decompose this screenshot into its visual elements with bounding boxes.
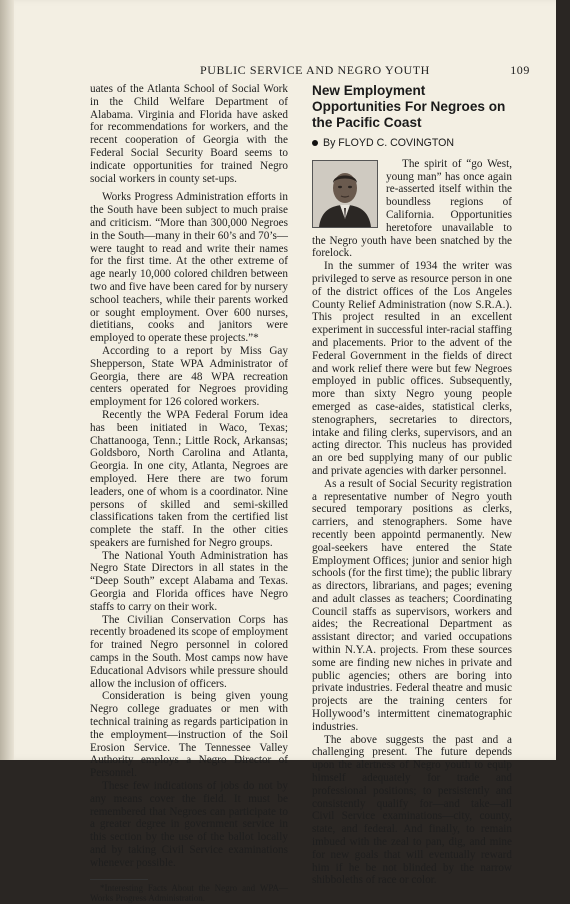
author-name: By FLOYD C. COVINGTON <box>323 137 455 149</box>
paragraph: Recently the WPA Federal Forum idea has been initiated in Waco, Texas; Chattanooga, Tenn.; Little Rock, Arkansas; Goldsboro, North Carolina and Atlanta, Georgia. In one city, Atlanta, Negroes are employed. Here there are two forum leaders, one of whom is a coordinator. Nine persons of skilled and semi-skilled classifications taken from the certified list complete the staff. In the other cities speakers are furnished for Negro groups. <box>90 408 288 549</box>
paragraph: The Civilian Conservation Corps has recently broadened its scope of employment for trained Negro personnel in colored camps in the South. Most camps now have Educational Advisors while pressure should allow the inclusion of officers. <box>90 613 288 690</box>
paragraph: Works Progress Administration efforts in the South have been subject to much praise and criticism. “More than 300,000 Negroes in the South—many in their 60’s and 70’s—were taught to read and write their names for the first time. At the other extreme of age nearly 10,000 colored children between two and five have been cared for by nursery school teachers, while their parents worked or sought employment. Over 600 nurses, dietitians, cooks and janitors were employed to operate these projects.”* <box>90 191 288 345</box>
portrait-image <box>313 161 377 227</box>
paragraph: The National Youth Administration has Negro State Directors in all states in the “Deep South” except Alabama and Texas. Georgia and Florida offices have Negro staffs to carry on their work. <box>90 549 288 613</box>
paragraph: According to a report by Miss Gay Shepperson, State WPA Administrator of Georgia, there are 48 WPA recreation centers operated for Negroes providing employment for 126 colored workers. <box>90 344 288 409</box>
author-portrait-photo <box>312 160 378 228</box>
paragraph: The above suggests the past and a challenging present. The future depends upon the alertness of Negro youth to equip himself adequately for trade and professional positions; to persistently and consistently qualify for—and take—all Civil Service examinations—city, county, state, and federal. And finally, to remain imbued with the zeal to pan, dig, and mine for new goals that will eventually reward him if he be not blinded by the narrow shibboleths of race or color. <box>312 733 512 887</box>
paragraph: These few indications of jobs do not by any means cover the field. It must be remembered that Negroes can participate to a greater degree in government service in this section by the use of the ballot locally and by taking Civil Service examinations whenever possible. <box>90 780 288 869</box>
left-column <box>90 83 288 904</box>
paragraph: Consideration is being given young Negro college graduates or men with technical training as regards participation in the employment—instruction of the Soil Erosion Service. The Tennessee Valley Authority employs a Negro Director of Personnel. <box>90 690 288 780</box>
bullet-icon <box>312 140 318 146</box>
paragraph: As a result of Social Security registration a representative number of Negro youth secured temporary positions as clerks, carriers, and stenographers. Some have recently been appointd permanently. New goal-seekers have entered the State Employment Offices; junior and senior high schools (for the first time); the public library as directors, librarians, and pages; evening and adult classes as teachers; Coordinating Council staffs as supervisors, workers and aides; the Recreational Department as assistant director; and varied occupations within N.Y.A. projects. From these sources some are finding new niches in private and public agencies; others are boring into private industries. Federal theatre and music projects are the training centers for Hollywood’s intermittent cinematographic industries. <box>312 477 512 733</box>
right-column <box>312 83 512 887</box>
paragraph: The spirit of “go West, young man” has once again re-asserted itself within the boundless regions of California. Opportunities heretofore unavailable to the Negro youth have been snatched by the forelock. <box>312 157 512 260</box>
paragraph: In the summer of 1934 the writer was privileged to serve as resource person in one of the district offices of the Los Angeles County Relief Administration (now S.R.A.). This project resulted in an excellent experiment in successful inter-racial staffing and placements. Prior to the advent of the Federal Government in the fields of direct and work relief there were but few Negroes employed in public offices. Subsequently, more than sixty Negro young people emerged as case-aides, statistical clerks, stenographers, secretaries to directors, intake and filing clerks, supervisors, and an acting director. This nucleus has provided an ore bed supplying many of our public and private agencies with darker personnel. <box>312 260 512 477</box>
footnote-divider <box>90 879 148 880</box>
byline <box>312 137 512 150</box>
footnote: *Interesting Facts About the Negro and WPA—Works Progress Administration. <box>90 882 288 904</box>
page-number: 109 <box>510 63 530 77</box>
article-title: New Employment Opportunities For Negroes on the Pacific Coast <box>312 83 506 130</box>
paragraph: uates of the Atlanta School of Social Work in the Child Welfare Department of Alabama. Virginia and Florida have asked for recommendations for workers, and the recent cooperation of Georgia with the Federal Social Security Board seems to indicate opportunities for trained Negro social workers in county set-ups. <box>90 83 288 185</box>
running-title: PUBLIC SERVICE AND NEGRO YOUTH <box>200 63 430 77</box>
book-spine-shadow <box>0 0 14 760</box>
